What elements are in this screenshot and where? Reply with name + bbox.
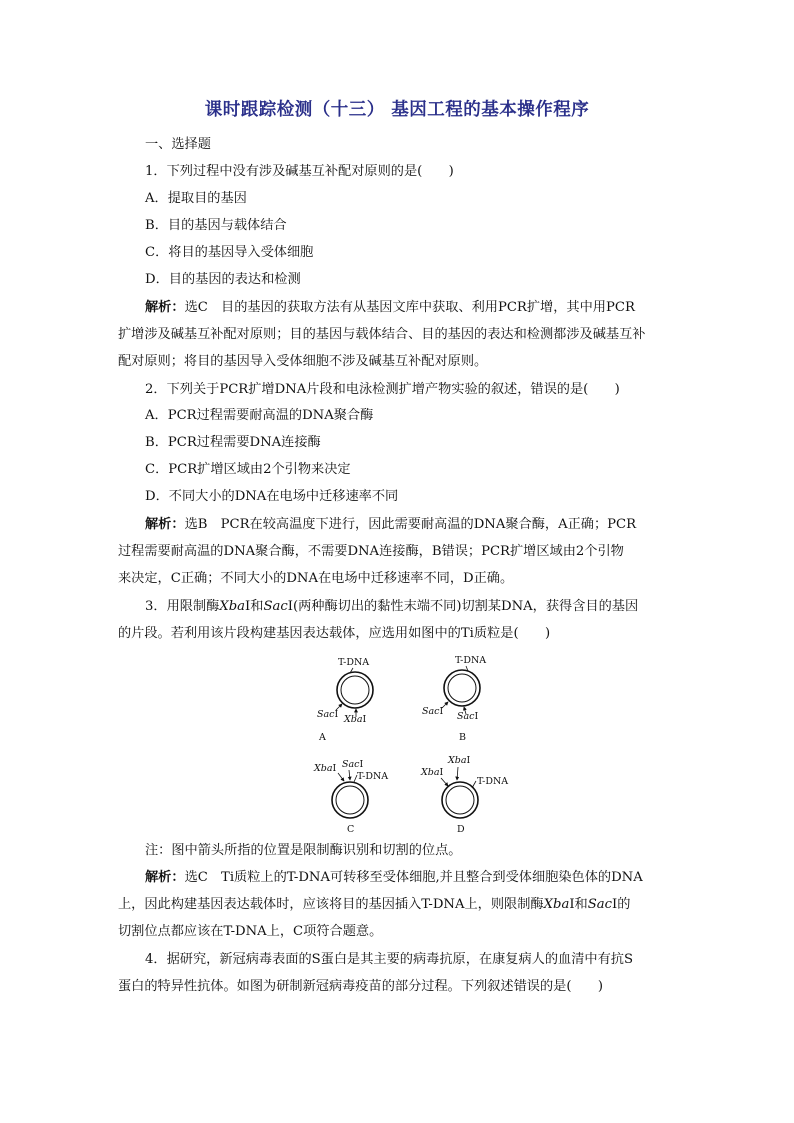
svg-text:SacⅠ [422, 706, 444, 717]
q3-answer-line-2 [118, 895, 638, 915]
sac-label: Sac [422, 706, 440, 717]
q3-stem-part: Ⅰ和 [245, 599, 264, 614]
xba-label: Xba [344, 714, 363, 725]
q3-figure-note: 注：图中箭头所指的位置是限制酶识别和切割的位点。 [145, 843, 462, 858]
label-c: C [347, 824, 355, 835]
roman-label: Ⅰ [362, 714, 367, 725]
plasmid-b [422, 655, 486, 743]
plasmid-a [317, 657, 373, 743]
q3-answer-line-3: 切割位点都应该在T-DNA上，C项符合题意。 [118, 924, 383, 939]
q1-option-d: D．目的基因的表达和检测 [145, 272, 301, 287]
svg-text:XbaⅠ [343, 714, 367, 725]
plasmid-c [313, 759, 388, 835]
sac-label: Sac [317, 709, 335, 720]
q3-stem-part: 3．用限制酶 [145, 599, 220, 614]
q4-stem-line-2: 蛋白的特异性抗体。如图为研制新冠病毒疫苗的部分过程。下列叙述错误的是( ) [118, 979, 604, 994]
q3-answer-part: Ⅰ的 [612, 897, 631, 912]
svg-text:XbaⅠ [420, 767, 444, 778]
q1-option-c: C．将目的基因导入受体细胞 [145, 245, 314, 260]
roman-label: Ⅰ [332, 763, 337, 774]
label-b: B [459, 732, 466, 743]
answer-label: 解析： [145, 300, 185, 315]
q3-answer-part: 上，因此构建基因表达载体时，应该将目的基因插入T-DNA上，则限制酶 [118, 897, 544, 912]
enzyme-sac: Sac [263, 599, 288, 614]
roman-label: Ⅰ [439, 706, 444, 717]
q3-stem-part: Ⅰ(两种酶切出的黏性末端不同)切割某DNA，获得含目的基因 [287, 599, 639, 614]
section-heading: 一、选择题 [145, 137, 211, 152]
q1-stem: 1．下列过程中没有涉及碱基互补配对原则的是( ) [145, 164, 454, 179]
roman-label: Ⅰ [474, 711, 479, 722]
roman-label: Ⅰ [334, 709, 339, 720]
q1-answer-line-3: 配对原则；将目的基因导入受体细胞不涉及碱基互补配对原则。 [118, 354, 488, 369]
svg-text:SacⅠ [457, 711, 479, 722]
q1-option-b: B．目的基因与载体结合 [145, 218, 287, 233]
q2-answer-line-1 [145, 515, 665, 535]
q3-answer-text: 选C Ti质粒上的T-DNA可转移至受体细胞,并且整合到受体细胞染色体的DNA [184, 870, 643, 885]
q2-option-b: B．PCR过程需要DNA连接酶 [145, 435, 321, 450]
q3-stem-line-1 [145, 597, 665, 617]
plasmid-diagram [300, 650, 540, 840]
plasmid-figure [300, 650, 540, 840]
tdna-label-c: T-DNA [357, 771, 389, 782]
q3-answer-line-1 [145, 868, 665, 888]
svg-text:SacⅠ [342, 759, 364, 770]
q3-stem-line-2: 的片段。若利用该片段构建基因表达载体，应选用如图中的Ti质粒是( ) [118, 626, 551, 641]
svg-text:XbaⅠ [447, 755, 471, 766]
roman-label: Ⅰ [359, 759, 364, 770]
sac-label: Sac [457, 711, 475, 722]
tdna-label-b: T-DNA [455, 655, 487, 666]
label-a: A [319, 732, 326, 743]
q1-answer-line-2: 扩增涉及碱基互补配对原则；目的基因与载体结合、目的基因的表达和检测都涉及碱基互补 [118, 327, 646, 342]
enzyme-xba: Xba [219, 599, 246, 614]
roman-label: Ⅰ [466, 755, 471, 766]
q3-answer-part: Ⅰ和 [569, 897, 588, 912]
q4-stem-line-1: 4．据研究，新冠病毒表面的S蛋白是其主要的病毒抗原，在康复病人的血清中有抗S [145, 952, 634, 967]
xba-label: Xba [421, 767, 440, 778]
page-title: 课时跟踪检测（十三） 基因工程的基本操作程序 [204, 100, 590, 120]
q2-option-a: A．PCR过程需要耐高温的DNA聚合酶 [145, 408, 374, 423]
label-d: D [457, 824, 465, 835]
svg-text:XbaⅠ [313, 763, 337, 774]
xba-label: Xba [448, 755, 467, 766]
q2-option-c: C．PCR扩增区域由2个引物来决定 [145, 462, 351, 477]
sac-label: Sac [342, 759, 360, 770]
enzyme-sac: Sac [587, 897, 613, 912]
q1-option-a: A．提取目的基因 [145, 191, 247, 206]
roman-label: Ⅰ [439, 767, 444, 778]
answer-label: 解析： [145, 517, 185, 532]
plasmid-d [420, 755, 508, 835]
q2-answer-line-2: 过程需要耐高温的DNA聚合酶，不需要DNA连接酶，B错误；PCR扩增区域由2个引物 [118, 544, 624, 559]
xba-label: Xba [314, 763, 333, 774]
answer-label: 解析： [145, 870, 185, 885]
q1-answer-line-1 [145, 298, 665, 318]
enzyme-xba: Xba [543, 897, 570, 912]
q2-stem: 2．下列关于PCR扩增DNA片段和电泳检测扩增产物实验的叙述，错误的是( ) [145, 382, 620, 397]
q2-answer-line-3: 来决定，C正确；不同大小的DNA在电场中迁移速率不同，D正确。 [118, 571, 514, 586]
q1-answer-text: 选C 目的基因的获取方法有从基因文库中获取、利用PCR扩增，其中用PCR [184, 300, 635, 315]
tdna-label-d: T-DNA [477, 776, 509, 787]
q2-option-d: D．不同大小的DNA在电场中迁移速率不同 [145, 489, 399, 504]
tdna-label-a: T-DNA [338, 657, 370, 668]
svg-text:SacⅠ [317, 709, 339, 720]
q2-answer-text: 选B PCR在较高温度下进行，因此需要耐高温的DNA聚合酶，A正确；PCR [184, 517, 637, 532]
